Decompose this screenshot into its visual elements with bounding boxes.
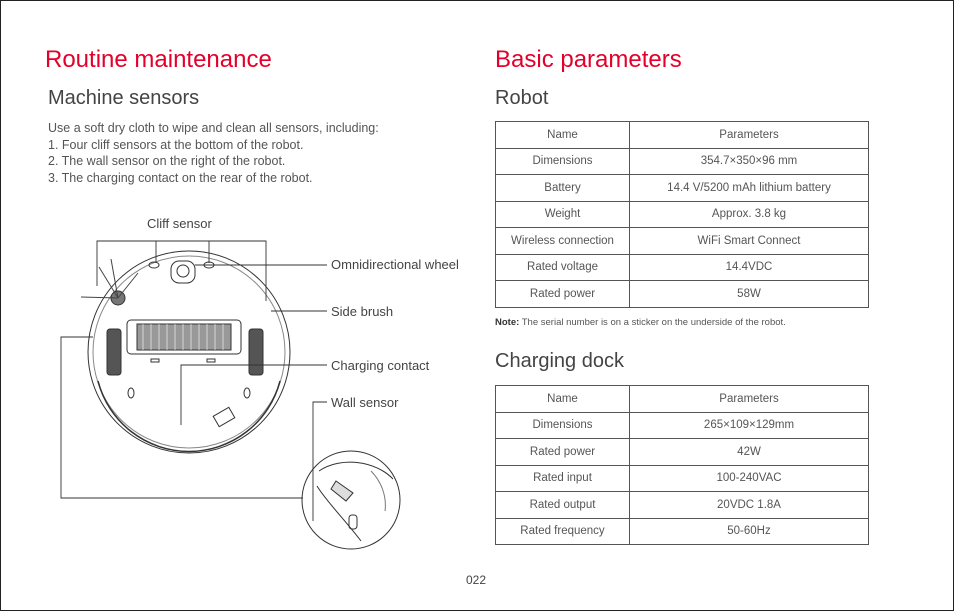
table-cell: Rated frequency (496, 518, 630, 545)
table-header-row (496, 386, 869, 413)
table-cell: Rated output (496, 492, 630, 519)
table-cell: Rated input (496, 465, 630, 492)
label-cliff-sensor: Cliff sensor (147, 216, 212, 231)
robot-bumper (98, 381, 280, 451)
description-line: 3. The charging contact on the rear of the robot. (48, 170, 313, 185)
table-cell: Weight (496, 201, 630, 228)
table-row (496, 254, 869, 281)
table-cell: 42W (630, 439, 869, 466)
table-header-cell: Name (496, 386, 630, 413)
note-text: The serial number is on a sticker on the underside of the robot. (521, 317, 786, 328)
label-charging-contact: Charging contact (331, 358, 430, 373)
table-row (496, 412, 869, 439)
zoom-body-edge (319, 462, 393, 479)
table-cell: 50-60Hz (630, 518, 869, 545)
omni-wheel (177, 265, 189, 277)
table-cell: Wireless connection (496, 228, 630, 255)
zoom-sensor-window (331, 481, 353, 501)
table-cell: Rated power (496, 281, 630, 308)
table-row (496, 465, 869, 492)
routine-maintenance-title: Routine maintenance (45, 46, 272, 73)
robot-rear-tab (213, 407, 235, 426)
description-line: 1. Four cliff sensors at the bottom of the robot. (48, 137, 304, 152)
table-cell: Rated power (496, 439, 630, 466)
table-row (496, 175, 869, 202)
description-line: Use a soft dry cloth to wipe and clean all sensors, including: (48, 121, 379, 135)
machine-sensors-subtitle: Machine sensors (48, 87, 200, 109)
table-cell: 354.7×350×96 mm (630, 148, 869, 175)
charging-contact-right (207, 359, 215, 362)
table-cell: Dimensions (496, 148, 630, 175)
table-cell: 20VDC 1.8A (630, 492, 869, 519)
robot-subtitle: Robot (495, 87, 549, 109)
side-brush-bristles (81, 259, 138, 298)
zoom-brush-curve (371, 471, 385, 511)
table-header-cell: Parameters (630, 386, 869, 413)
table-row (496, 148, 869, 175)
robot-parameters-table (495, 121, 869, 308)
label-wall-sensor: Wall sensor (331, 395, 399, 410)
table-cell: WiFi Smart Connect (630, 228, 869, 255)
serial-number-note (495, 317, 786, 328)
table-cell: 100-240VAC (630, 465, 869, 492)
charging-dock-subtitle: Charging dock (495, 350, 624, 372)
table-row (496, 201, 869, 228)
table-cell: Approx. 3.8 kg (630, 201, 869, 228)
table-row (496, 439, 869, 466)
table-cell: 14.4 V/5200 mAh lithium battery (630, 175, 869, 202)
page-number: 022 (466, 573, 487, 587)
table-header-cell: Parameters (630, 122, 869, 149)
label-side-brush: Side brush (331, 304, 394, 319)
leader-lines (61, 241, 327, 521)
right-wheel (249, 329, 263, 375)
table-cell: 58W (630, 281, 869, 308)
table-row (496, 281, 869, 308)
table-row (496, 492, 869, 519)
table-cell: Battery (496, 175, 630, 202)
table-header-row (496, 122, 869, 149)
cliff-sensor-rear-right (244, 388, 250, 398)
label-omni-wheel: Omnidirectional wheel (331, 257, 459, 272)
table-cell: 14.4VDC (630, 254, 869, 281)
note-label: Note: (495, 317, 520, 328)
cliff-sensor-rear-left (128, 388, 134, 398)
table-row (496, 228, 869, 255)
basic-parameters-title: Basic parameters (495, 46, 682, 73)
description-line: 2. The wall sensor on the right of the robot. (48, 154, 286, 168)
table-row (496, 518, 869, 545)
left-wheel (107, 329, 121, 375)
charging-contact-left (151, 359, 159, 362)
omni-wheel-housing (171, 261, 195, 283)
table-cell: Rated voltage (496, 254, 630, 281)
table-cell: Dimensions (496, 412, 630, 439)
dock-parameters-table (495, 385, 869, 545)
table-cell: 265×109×129mm (630, 412, 869, 439)
table-header-cell: Name (496, 122, 630, 149)
